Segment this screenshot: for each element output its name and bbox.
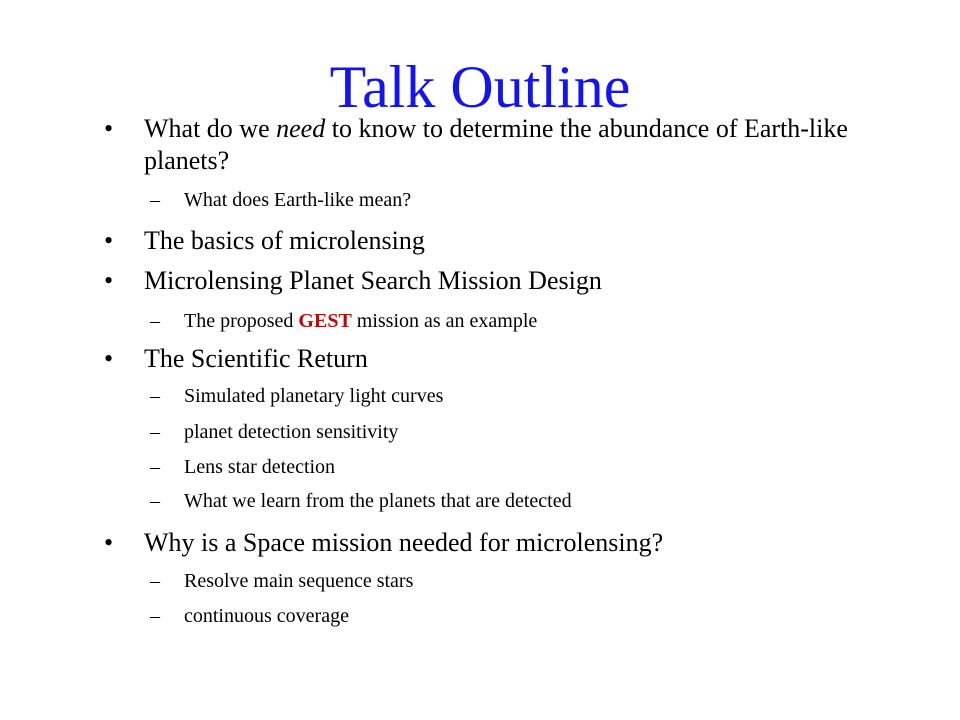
emphasis-text: need [276,114,326,143]
bullet-dot: • [104,114,114,143]
bullet-text: The Scientific Return [144,344,368,373]
sub-bullet-dash: – [150,605,160,627]
sub-bullet-text: Lens star detection [184,456,336,478]
bullet-text: The basics of microlensing [144,226,425,255]
bullet-text-part: What do we [144,114,277,143]
bullet-dot: • [104,344,114,373]
sub-bullet-text-part: The proposed [184,310,299,332]
sub-bullet-dash: – [150,189,160,211]
sub-bullet-text: What does Earth-like mean? [184,189,412,211]
bullet-dot: • [104,528,114,557]
gest-highlight: GEST [298,310,352,332]
sub-bullet-dash: – [150,570,160,592]
sub-bullet-dash: – [150,310,160,332]
bullet-dot: • [104,226,114,255]
sub-bullet-dash: – [150,421,160,443]
bullet-text: Why is a Space mission needed for microlensing? [144,528,664,557]
sub-bullet-text-part: mission as an example [351,310,538,332]
sub-bullet-text [184,309,537,333]
sub-bullet-dash: – [150,490,160,512]
bullet-text-part: to know to determine the abundance of Earth-like planets? [144,114,848,175]
bullet-text [144,113,864,177]
sub-bullet-text: Resolve main sequence stars [184,570,414,592]
bullet-dot: • [104,266,114,295]
sub-bullet-text: What we learn from the planets that are detected [184,490,572,512]
bullet-text: Microlensing Planet Search Mission Design [144,266,602,295]
slide-title: Talk Outline [329,54,631,120]
sub-bullet-text: continuous coverage [184,605,349,627]
sub-bullet-dash: – [150,456,160,478]
sub-bullet-text: Simulated planetary light curves [184,385,444,407]
sub-bullet-text: planet detection sensitivity [184,421,399,443]
sub-bullet-dash: – [150,385,160,407]
